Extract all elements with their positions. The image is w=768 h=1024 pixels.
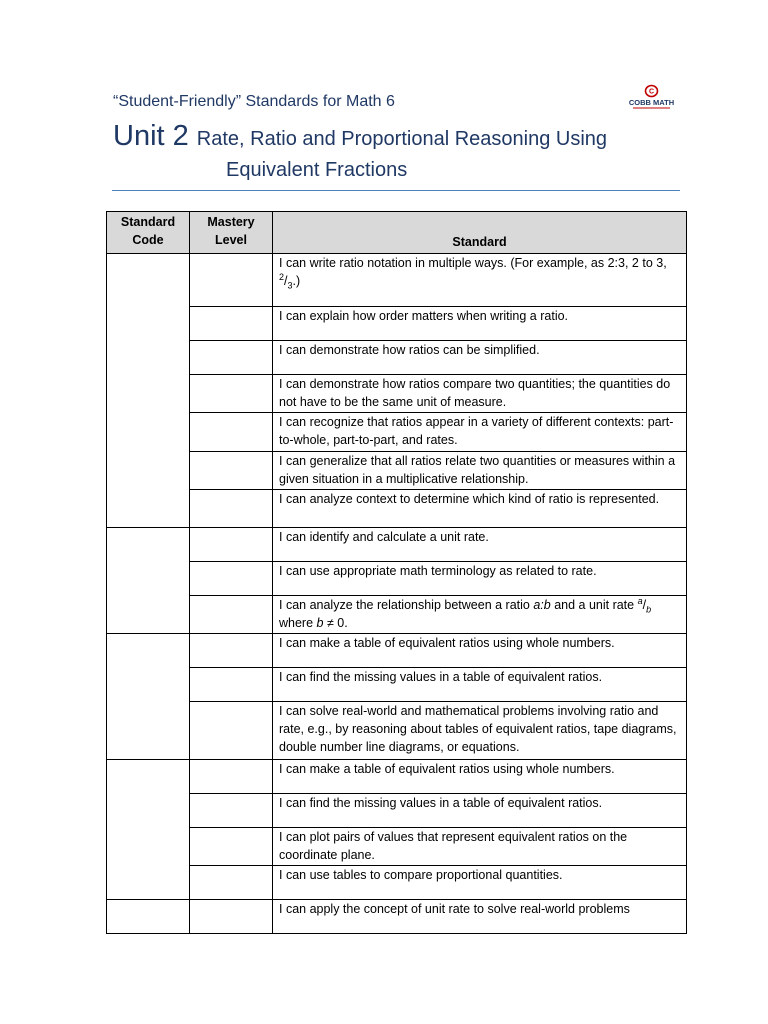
- header-standard-code: Standard Code: [107, 212, 190, 254]
- standard-text-part: /: [284, 274, 288, 288]
- unit-label: Unit 2: [113, 120, 189, 152]
- standard-code-cell: [107, 900, 190, 934]
- standard-text-part: I can find the missing values in a table of equivalent ratios.: [279, 670, 603, 684]
- standard-text-cell: [273, 900, 687, 934]
- standard-text-part: I can use appropriate math terminology as related to rate.: [279, 564, 597, 578]
- unit-title-line2: Equivalent Fractions: [226, 159, 408, 181]
- mastery-level-cell[interactable]: [190, 562, 273, 596]
- standard-text-cell: [273, 341, 687, 375]
- mastery-level-cell[interactable]: [190, 702, 273, 760]
- table-row: [107, 341, 687, 375]
- header-standard: Standard: [273, 212, 687, 254]
- standard-text-part: I can demonstrate how ratios compare two quantities; the quantities do not have to be the same unit of measure.: [279, 377, 671, 409]
- mastery-level-cell[interactable]: [190, 254, 273, 307]
- mastery-level-cell[interactable]: [190, 452, 273, 490]
- document-subtitle: “Student-Friendly” Standards for Math 6: [113, 93, 395, 110]
- mastery-level-cell[interactable]: [190, 866, 273, 900]
- header-mastery-level: Mastery Level: [190, 212, 273, 254]
- mastery-level-cell[interactable]: [190, 794, 273, 828]
- mastery-level-cell[interactable]: [190, 307, 273, 341]
- standard-text-part: 3: [287, 280, 293, 291]
- standard-text-cell: [273, 413, 687, 452]
- table-row: [107, 490, 687, 528]
- standard-text-part: I can generalize that all ratios relate two quantities or measures within a given situation in a multiplicative relationship.: [279, 454, 676, 486]
- standard-text-cell: [273, 596, 687, 634]
- standard-text-part: b: [316, 616, 324, 630]
- standard-text-part: a: [637, 595, 643, 606]
- table-row: [107, 794, 687, 828]
- table-row: [107, 562, 687, 596]
- mastery-level-cell[interactable]: [190, 413, 273, 452]
- table-row: [107, 900, 687, 934]
- standard-text-part: ≠ 0.: [323, 616, 348, 630]
- mastery-level-cell[interactable]: [190, 341, 273, 375]
- standard-text-part: a:b: [533, 598, 551, 612]
- standard-text-part: I can write ratio notation in multiple ways. (For example, as 2:3, 2 to 3,: [279, 256, 667, 270]
- standard-text-part: I can plot pairs of values that represent equivalent ratios on the coordinate plane.: [279, 830, 628, 862]
- standard-text-cell: [273, 794, 687, 828]
- table-row: [107, 413, 687, 452]
- table-row: [107, 307, 687, 341]
- mastery-level-cell[interactable]: [190, 596, 273, 634]
- standard-text-part: and a unit rate: [550, 598, 638, 612]
- standard-text-part: I can analyze the relationship between a ratio: [279, 598, 534, 612]
- table-row: [107, 634, 687, 668]
- svg-text:COBB MATH: COBB MATH: [629, 98, 674, 107]
- table-row: [107, 375, 687, 413]
- mastery-level-cell[interactable]: [190, 490, 273, 528]
- standard-text-part: I can use tables to compare proportional quantities.: [279, 868, 563, 882]
- mastery-level-cell[interactable]: [190, 375, 273, 413]
- standard-text-part: I can recognize that ratios appear in a variety of different contexts: part-to-whole, part-to-part, and rates.: [279, 415, 674, 447]
- table-row: [107, 528, 687, 562]
- standard-text-cell: [273, 760, 687, 794]
- header-divider: [112, 190, 680, 191]
- standard-text-cell: [273, 254, 687, 307]
- table-row: [107, 254, 687, 307]
- standard-text-cell: [273, 866, 687, 900]
- standard-code-cell: [107, 760, 190, 900]
- standard-text-part: I can make a table of equivalent ratios using whole numbers.: [279, 762, 615, 776]
- standard-text-part: I can make a table of equivalent ratios using whole numbers.: [279, 636, 615, 650]
- standard-text-part: /: [642, 598, 647, 612]
- standard-text-cell: [273, 668, 687, 702]
- standard-text-cell: [273, 375, 687, 413]
- table-row: [107, 452, 687, 490]
- standard-code-cell: [107, 254, 190, 528]
- table-row: [107, 760, 687, 794]
- standard-text-cell: [273, 562, 687, 596]
- table-header-row: [107, 212, 687, 254]
- standard-text-cell: [273, 307, 687, 341]
- mastery-level-cell[interactable]: [190, 634, 273, 668]
- standard-code-cell: [107, 634, 190, 760]
- standard-text-cell: [273, 528, 687, 562]
- table-row: [107, 596, 687, 634]
- standard-text-part: I can identify and calculate a unit rate.: [279, 530, 489, 544]
- standard-text-part: I can apply the concept of unit rate to solve real-world problems: [279, 902, 630, 916]
- table-row: [107, 866, 687, 900]
- standard-text-part: I can solve real-world and mathematical problems involving ratio and rate, e.g., by reasoning about tables of equivalent ratios, tape diagrams, double number line diagrams, or equations.: [279, 704, 677, 754]
- standard-text-part: 2: [279, 271, 285, 282]
- cobb-math-logo-icon: [629, 83, 674, 115]
- standards-table-body: [107, 254, 687, 934]
- standard-text-part: b: [646, 604, 652, 615]
- unit-heading: [113, 120, 607, 153]
- standard-code-cell: [107, 528, 190, 634]
- standard-text-part: I can analyze context to determine which kind of ratio is represented.: [279, 492, 660, 506]
- standard-text-cell: [273, 828, 687, 866]
- mastery-level-cell[interactable]: [190, 668, 273, 702]
- standard-text-part: where: [279, 616, 317, 630]
- standard-text-part: I can demonstrate how ratios can be simplified.: [279, 343, 540, 357]
- table-row: [107, 702, 687, 760]
- standard-text-cell: [273, 702, 687, 760]
- mastery-level-cell[interactable]: [190, 828, 273, 866]
- mastery-level-cell[interactable]: [190, 900, 273, 934]
- standard-text-cell: [273, 490, 687, 528]
- standards-table: [106, 211, 687, 934]
- standard-text-cell: [273, 452, 687, 490]
- svg-text:C: C: [648, 88, 655, 96]
- mastery-level-cell[interactable]: [190, 760, 273, 794]
- mastery-level-cell[interactable]: [190, 528, 273, 562]
- standard-text-part: I can explain how order matters when writing a ratio.: [279, 309, 569, 323]
- standard-text-cell: [273, 634, 687, 668]
- unit-title-line1: Rate, Ratio and Proportional Reasoning Using: [196, 128, 608, 150]
- standard-text-part: I can find the missing values in a table of equivalent ratios.: [279, 796, 603, 810]
- standard-text-part: .): [292, 274, 301, 288]
- table-row: [107, 828, 687, 866]
- table-row: [107, 668, 687, 702]
